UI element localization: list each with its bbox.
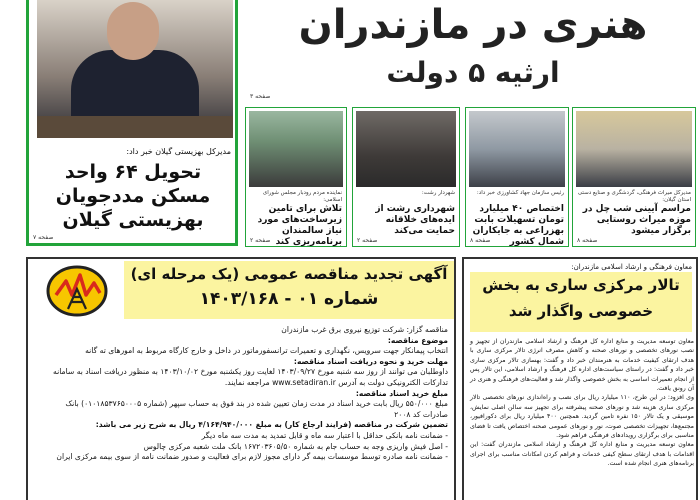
feature-photo [37, 0, 233, 138]
tender-line: مهلت خرید و نحوه دریافت اسناد مناقصه: [293, 356, 448, 366]
news-card-page-ref: صفحه ۸ [470, 237, 491, 244]
feature-title-line-3: بهزیستی گیلان [62, 209, 204, 231]
news-card-kicker: نماینده مردم رودبار مجلس شورای اسلامی: [262, 190, 342, 203]
feature-box[interactable] [26, 0, 238, 246]
article-box[interactable] [462, 257, 698, 500]
article-kicker: معاون فرهنگی و ارشاد اسلامی مازندران: [571, 263, 692, 271]
tender-line: مناقصه گزار: شرکت توزیع نیروی برق غرب مازندران [281, 325, 448, 334]
news-card-title: تلاش برای تامین زیرساخت‌های مورد نیاز سالمندان برنامه‌ریزی کند [257, 204, 342, 247]
tender-line: - ضمانت نامه بانکی حداقل با اعتبار سه ماه و قابل تمدید به مدت سه ماه دیگر [201, 430, 448, 440]
feature-title-line-2: مسکن مددجویان [55, 185, 211, 207]
tender-title: آگهی تجدید مناقصه عمومی (یک مرحله ای) [130, 265, 448, 283]
feature-kicker: مدیرکل بهزیستی گیلان خبر داد: [126, 147, 231, 156]
feature-title [35, 160, 231, 232]
power-company-logo-icon [46, 265, 108, 317]
news-card-photo [249, 111, 343, 187]
article-paragraph: معاون توسعه مدیریت و منابع اداره کل فرهنگ و ارشاد اسلامی مازندران گفت: این اقدامات با هدف ارتقای سطح کیفی خدمات و فراهم کردن امکانات مناسب برای اجرای برنامه‌های هنری انجام شده است. [470, 441, 694, 468]
news-card-kicker: شهردار رشت: [421, 190, 455, 196]
tender-line: - ضمانت نامه صادره توسط موسسات بیمه گر دارای مجوز لازم برای فعالیت و صدور ضمانت نامه از سوی بیمه مرکزی ایران [56, 452, 448, 462]
tender-banner [124, 261, 454, 319]
article-title-line-2: خصوصی واگذار شد [508, 302, 654, 320]
tender-line: داوطلبان می توانند از روز سه شنبه مورخ ۱۴۰۳/۰۹/۲۷ لغایت روز یکشنبه مورخ ۱۴۰۳/۱۰/۰۲ به منظور دریافت اسناد به سامانه [53, 367, 448, 377]
article-body [470, 337, 694, 469]
tender-line: - اصل فیش واریزی وجه به حساب جام به شماره ۱۶۷۲۰۳۶۰۵/۵۰ بانک ملت شعبه مرکزی چالوس [143, 441, 448, 451]
headline-line-1: هنری در مازندران [298, 2, 648, 48]
news-card-kicker: رئیس سازمان جهاد کشاورزی خبر داد: [476, 190, 564, 196]
news-card-page-ref: صفحه ۲ [250, 237, 271, 244]
article-paragraph: وی افزود: در این طرح، ۱۱۰ میلیارد ریال برای نصب و راه‌اندازی نورهای تخصصی تالار مرکزی ساری هزینه شد و نورهای صحنه پیشرفته برای تجهیز سه سالن اصلی نمایش، موسیقی و یک تالار ۱۵۰ نفره تامین گردید. همچنین ۴۰۰ میلیارد ریال برای دکورافیور، مجتمع‌ها، تجهیزات تخصصی صوت، نور و نورهای عمومی صحنه اختصاص یافت تا فضای مناسبی برای برگزاری رویدادهای فرهنگی فراهم شود. [470, 394, 695, 440]
tender-ad[interactable] [26, 257, 456, 500]
news-card-title: مراسم آیینی شب چل در موزه میراث روستایی برگزار میشود [582, 204, 691, 236]
tender-line: صادرات کد ۲۰۰۸ [394, 409, 448, 419]
tender-body [36, 325, 448, 463]
article-paragraph: معاون توسعه مدیریت و منابع اداره کل فرهنگ و ارشاد اسلامی مازندران از تجهیز و نصب نورهای تخصصی و نورهای صحنه و کاهش مصرف انرژی تالار مرکزی ساری با هدف ارتقای کیفیت خدمات به هنرمندان خبر داد و گفت: بهسازی تالار مرکزی ساری خبر داد و گفت: در راستای سیاست‌های اداره کل فرهنگ و ارشاد اسلامی، این تالار پس از انجام تعمیرات اساسی به بخش خصوصی واگذار شد و فعالیت‌های فرهنگی و هنری در آن رونق یافت. [470, 338, 694, 393]
tender-number: شماره ۰۱ - ۱۴۰۳/۱۶۸ [199, 289, 379, 309]
feature-page-ref: صفحه ۷ [33, 234, 54, 241]
news-card-kicker: مدیرکل میراث فرهنگی، گردشگری و صنایع دستی استان گیلان: [577, 190, 691, 203]
feature-title-line-1: تحویل ۶۴ واحد [64, 161, 202, 183]
tender-line: موضوع مناقصه: [387, 335, 448, 345]
news-card-elderly[interactable] [245, 107, 347, 247]
article-title-banner [470, 272, 692, 332]
news-card-title: شهرداری رشت از ایده‌های خلاقانه حمایت می‌کند [375, 204, 455, 236]
tender-line: مبلغ خرید اسناد مناقصه: [355, 388, 448, 398]
news-card-photo [469, 111, 565, 187]
news-card-title: اختصاص ۴۰ میلیارد تومان تسهیلات بابت بهزراعی به جایکاران شمال کشور [472, 204, 564, 247]
news-card-page-ref: صفحه ۲ [357, 237, 378, 244]
tender-line: تدارکات الکترونیکی دولت به آدرس www.setadiran.ir مراجعه نمایند. [224, 377, 448, 387]
news-card-agriculture[interactable] [465, 107, 569, 247]
news-card-page-ref: صفحه ۸ [577, 237, 598, 244]
news-card-photo [576, 111, 692, 187]
news-card-heritage[interactable] [572, 107, 696, 247]
tender-line: انتخاب پیمانکار جهت سرویس، نگهداری و تعمیرات ترانسفورماتور در داخل و خارج کارگاه مربوط به امورهای ته گانه [85, 346, 448, 356]
tender-line: مبلغ ۵۵۰/۰۰۰ ریال بابت خرید اسناد در مدت زمان تعیین شده در بند فوق به حساب سپهر (شماره ۰۱۰۱۸۵۳۷۶۵۰۰۰۵) بانک [65, 399, 448, 409]
tender-line: تضمین شرکت در مناقصه (فرایند ارجاع کار) به مبلغ ۴/۱۶۴/۹۴۰/۰۰۰ ریال به شرح زیر می باشد: [95, 420, 448, 430]
news-card-photo [356, 111, 456, 187]
headline-line-2: ارثیه ۵ دولت [386, 56, 560, 89]
news-card-rasht-mayor[interactable] [352, 107, 460, 247]
article-title-line-1: تالار مرکزی ساری به بخش [482, 276, 680, 294]
headline-page-ref: صفحه ۳ [250, 93, 271, 100]
